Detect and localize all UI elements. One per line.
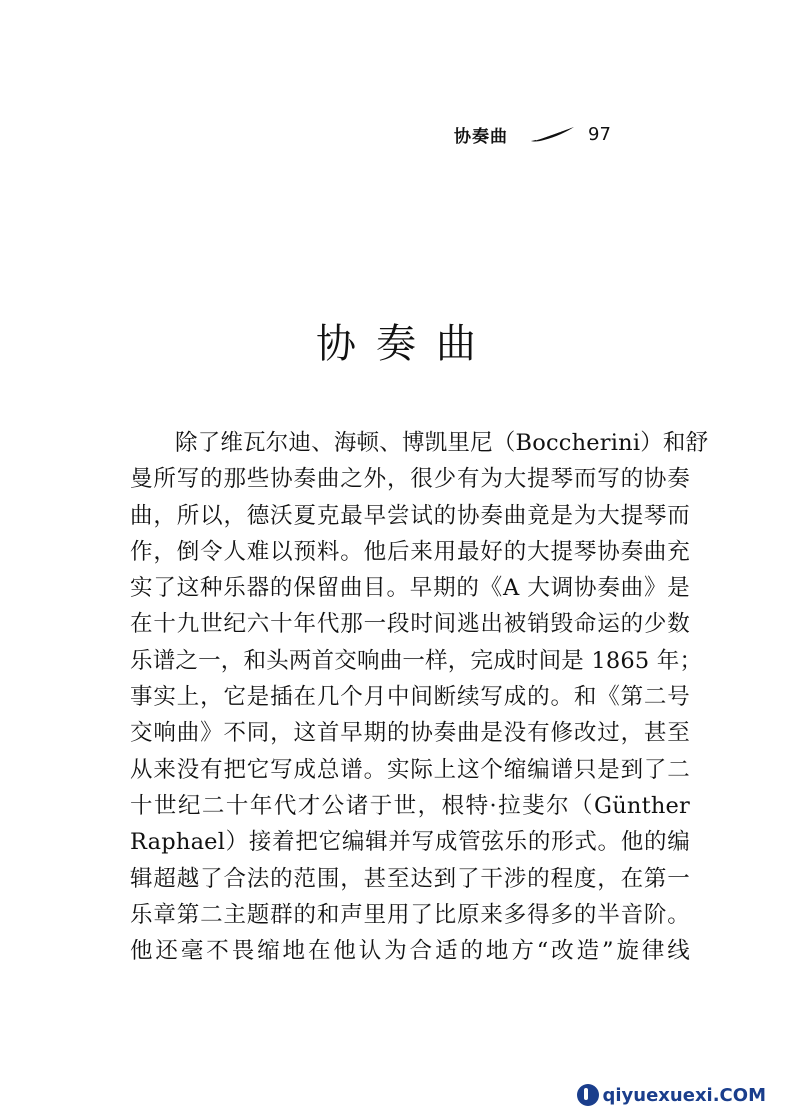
text-line: 十世纪二十年代才公诸于世，根特·拉斐尔（Günther [130,792,690,819]
text-line: 从来没有把它写成总谱。实际上这个缩编谱只是到了二 [130,756,690,783]
text-line: 辑超越了合法的范围，甚至达到了干涉的程度，在第一 [130,865,690,892]
site-watermark [577,1084,767,1106]
body-paragraph [130,425,709,969]
text-line: Raphael）接着把它编辑并写成管弦乐的形式。他的编 [130,829,690,856]
text-line: 乐章第二主题群的和声里用了比原来多得多的半音阶。 [130,901,690,928]
text-line: 他还毫不畏缩地在他认为合适的地方“改造”旋律线 [130,938,690,965]
watermark-text: qiyuexuexi.COM [602,1084,766,1106]
quill-flourish-icon [530,125,576,143]
running-title: 协奏曲 [454,126,508,147]
text-line: 作，倒令人难以预料。他后来用最好的大提琴协奏曲充 [130,538,690,565]
text-line: 曲，所以，德沃夏克最早尝试的协奏曲竟是为大提琴而 [130,502,690,529]
running-head [454,120,611,148]
page-number: 97 [588,123,611,145]
text-line: 除了维瓦尔迪、海顿、博凯里尼（Boccherini）和舒 [175,430,709,456]
text-line: 乐谱之一，和头两首交响曲一样，完成时间是 1865 年； [130,647,703,674]
text-line: 在十九世纪六十年代那一段时间逃出被销毁命运的少数 [130,611,690,638]
text-line: 曼所写的那些协奏曲之外，很少有为大提琴而写的协奏 [130,466,690,493]
note-circle-icon [577,1084,599,1106]
chapter-title: 协奏曲 [316,320,496,367]
text-line: 交响曲》不同，这首早期的协奏曲是没有修改过，甚至 [130,720,690,747]
text-line: 实了这种乐器的保留曲目。早期的《A 大调协奏曲》是 [130,575,690,602]
text-line: 事实上，它是插在几个月中间断续写成的。和《第二号 [130,684,690,711]
